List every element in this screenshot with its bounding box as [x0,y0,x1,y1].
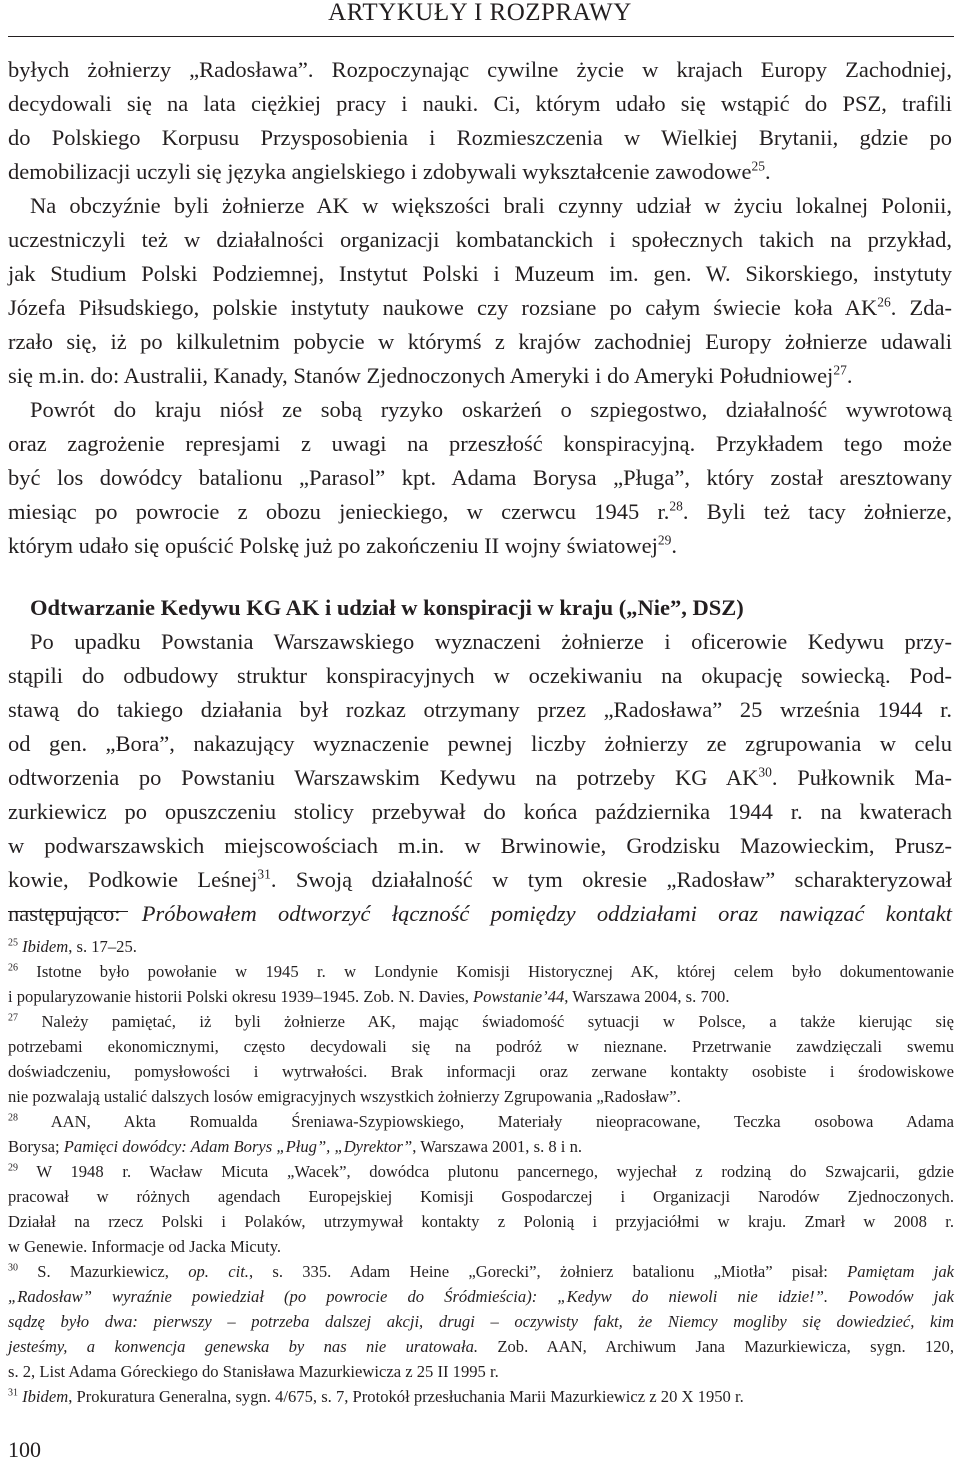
footnote-28: $^{28}$ AAN, Akta Romualda Śreniawa-Szypiowskiego, Materiały nieopracowane, Teczka osobowa Adama [8,1112,954,1131]
footnote-ref: 27 [833,362,847,378]
body-line: się m.in. do: Australii, Kanady, Stanów Zjednoczonych Ameryki i do Ameryki Południowej$^{27}$. [8,362,853,388]
body-line: następująco: Próbowałem odtworzyć łączność pomiędzy oddziałami oraz nawiązać kontakt [8,901,952,926]
body-line: kowie, Podkowie Leśnej$^{31}$. Swoją działalność w tym okresie „Radosław” scharakteryzował [8,866,952,892]
body-line: odtworzenia po Powstaniu Warszawskim Kedywu na potrzeby KG AK$^{30}$. Pułkownik Ma- [8,764,952,790]
footnote-ref: 30 [758,764,772,780]
body-line: rzało się, iż po kilkuletnim pobycie w którymś z krajów zachodniej Europy żołnierze udawali [8,329,952,354]
body-line: oraz zagrożenie represjami z uwagi na przeszłość konspiracyjną. Przykładem tego może [8,431,952,456]
body-line: do Polskiego Korpusu Przysposobienia i Rozmieszczenia w Wielkiej Brytanii, gdzie po [8,125,952,150]
body-line: Na obczyźnie byli żołnierze AK w większości brali czynny udział w życiu lokalnej Polonii, [30,193,952,218]
footnote-ref: 28 [669,498,683,514]
body-line: decydowali się na lata ciężkiej pracy i nauki. Ci, którym udało się wstąpić do PSZ, trafili [8,91,952,116]
body-line: od gen. „Bora”, nakazujący wyznaczenie pewnej liczby żołnierzy ze zgrupowania w celu [8,731,952,756]
footnote-ref: 31 [257,866,271,882]
body-line: miesiąc po powrocie z obozu jenieckiego, w czerwcu 1945 r.$^{28}$. Byli też tacy żołnierze, [8,498,952,524]
header-rule [8,36,954,37]
footnote-line: Działał na rzecz Polski i Polaków, utrzymywał kontakty z Polonią i przyjaciółmi w kraju. Zmarł w 2008 r. [8,1212,954,1231]
footnote-line: s. 2, List Adama Góreckiego do Stanisława Mazurkiewicza z 25 II 1995 r. [8,1362,499,1381]
footnote-26: $^{26}$ Istotne było powołanie w 1945 r. w Londynie Komisji Historycznej AK, której celem było dokumentowanie [8,962,954,981]
running-head: ARTYKUŁY I ROZPRAWY [328,0,632,26]
footnote-line: nie pozwalają ustalić dalszych losów emigracyjnych wszystkich żołnierzy Zgrupowania „Radosław”. [8,1087,681,1106]
body-line: w podwarszawskich miejscowościach m.in. w Brwinowie, Grodzisku Mazowieckim, Prusz- [8,833,952,858]
body-line: uczestniczyli też w działalności organizacji kombatanckich i społecznych takich na przykład, [8,227,952,252]
footnote-line: pracował w różnych agendach Europejskiej Komisji Gospodarczej i Organizacji Narodów Zjednoczonych. [8,1187,954,1206]
body-line: zurkiewicz po opuszczeniu stolicy przebywał do końca października 1944 r. na kwaterach [8,799,952,824]
body-line: stawą do takiego działania był rozkaz otrzymany przez „Radosława” 25 września 1944 r. [8,697,952,722]
footnote-line: Borysa; Pamięci dowódcy: Adam Borys „Pług”, „Dyrektor”, Warszawa 2001, s. 8 i n. [8,1137,583,1156]
footnote-line: sądzę było dwa: pierwszy – potrzeba dalszej akcji, drugi – oczywisty fakt, że Niemcy mogliby się dowiedzieć, kim [8,1312,954,1331]
footnote-27: $^{27}$ Należy pamiętać, iż byli żołnierze AK, mając świadomość sytuacji w Polsce, a także kierując się [8,1012,954,1031]
page-number: 100 [8,1437,41,1462]
body-line: którym udało się opuścić Polskę już po zakończeniu II wojny światowej$^{29}$. [8,532,677,558]
footnote-ref: 26 [877,294,891,310]
footnote-ref: 29 [657,532,672,548]
body-line: stąpili do odbudowy struktur konspiracyjnych w oczekiwaniu na okupację sowiecką. Pod- [8,663,952,688]
footnote-rule [8,911,128,912]
footnote-line: „Radosław” wyraźnie powiedział (po powrocie do Śródmieścia): „Kedyw do niewoli nie idzie!”. Powodów jak [8,1287,954,1306]
footnote-line: w Genewie. Informacje od Jacka Micuty. [8,1237,282,1256]
body-line: byłych żołnierzy „Radosława”. Rozpoczynając cywilne życie w krajach Europy Zachodniej, [8,57,952,82]
body-line: demobilizacji uczyli się języka angielskiego i zdobywali wykształcenie zawodowe$^{25}$. [8,158,771,184]
footnote-line: jesteśmy, a konwencja genewska by nas nie uratowała. Zob. AAN, Archiwum Jana Mazurkiewicza, sygn. 120, [8,1337,954,1356]
footnote-25: $^{25}$ Ibidem, s. 17–25. [8,937,137,956]
footnote-ref: 25 [751,158,765,174]
footnote-29: $^{29}$ W 1948 r. Wacław Micuta „Wacek”, dowódca plutonu pancernego, wyjechał z rodziną do Szwajcarii, gdzie [8,1162,954,1181]
section-heading: Odtwarzanie Kedywu KG AK i udział w konspiracji w kraju („Nie”, DSZ) [30,595,744,620]
body-line: jak Studium Polski Podziemnej, Instytut Polski i Muzeum im. gen. W. Sikorskiego, instytuty [8,261,952,286]
body-line: Po upadku Powstania Warszawskiego wyznaczeni żołnierze i oficerowie Kedywu przy- [30,629,952,654]
footnote-31: $^{31}$ Ibidem, Prokuratura Generalna, sygn. 4/675, s. 7, Protokół przesłuchania Marii Mazurkiewicz z 20 X 1950 r. [8,1387,744,1406]
body-line: Józefa Piłsudskiego, polskie instytuty naukowe czy rozsiane po całym świecie koła AK$^{26}$. Zda- [8,294,952,320]
footnote-line: potrzebami ekonomicznymi, często decydowali się na podróż w nieznane. Przetrwanie zawdzięczali swemu [8,1037,954,1056]
body-line: być los dowódcy batalionu „Parasol” kpt. Adama Borysa „Pługa”, który został aresztowany [8,465,952,490]
footnote-line: doświadczeniu, pomysłowości i wytrwałości. Brak informacji oraz zerwane kontakty osobiste i środowiskowe [8,1062,954,1081]
footnote-line: i popularyzowanie historii Polski okresu 1939–1945. Zob. N. Davies, Powstanie’44, Warszawa 2004, s. 700. [8,987,730,1006]
body-line: Powrót do kraju niósł ze sobą ryzyko oskarżeń o szpiegostwo, działalność wywrotową [30,397,952,422]
footnote-30: $^{30}$ S. Mazurkiewicz, op. cit., s. 335. Adam Heine „Gorecki”, żołnierz batalionu „Miotła” pisał: Pamiętam jak [8,1262,954,1281]
